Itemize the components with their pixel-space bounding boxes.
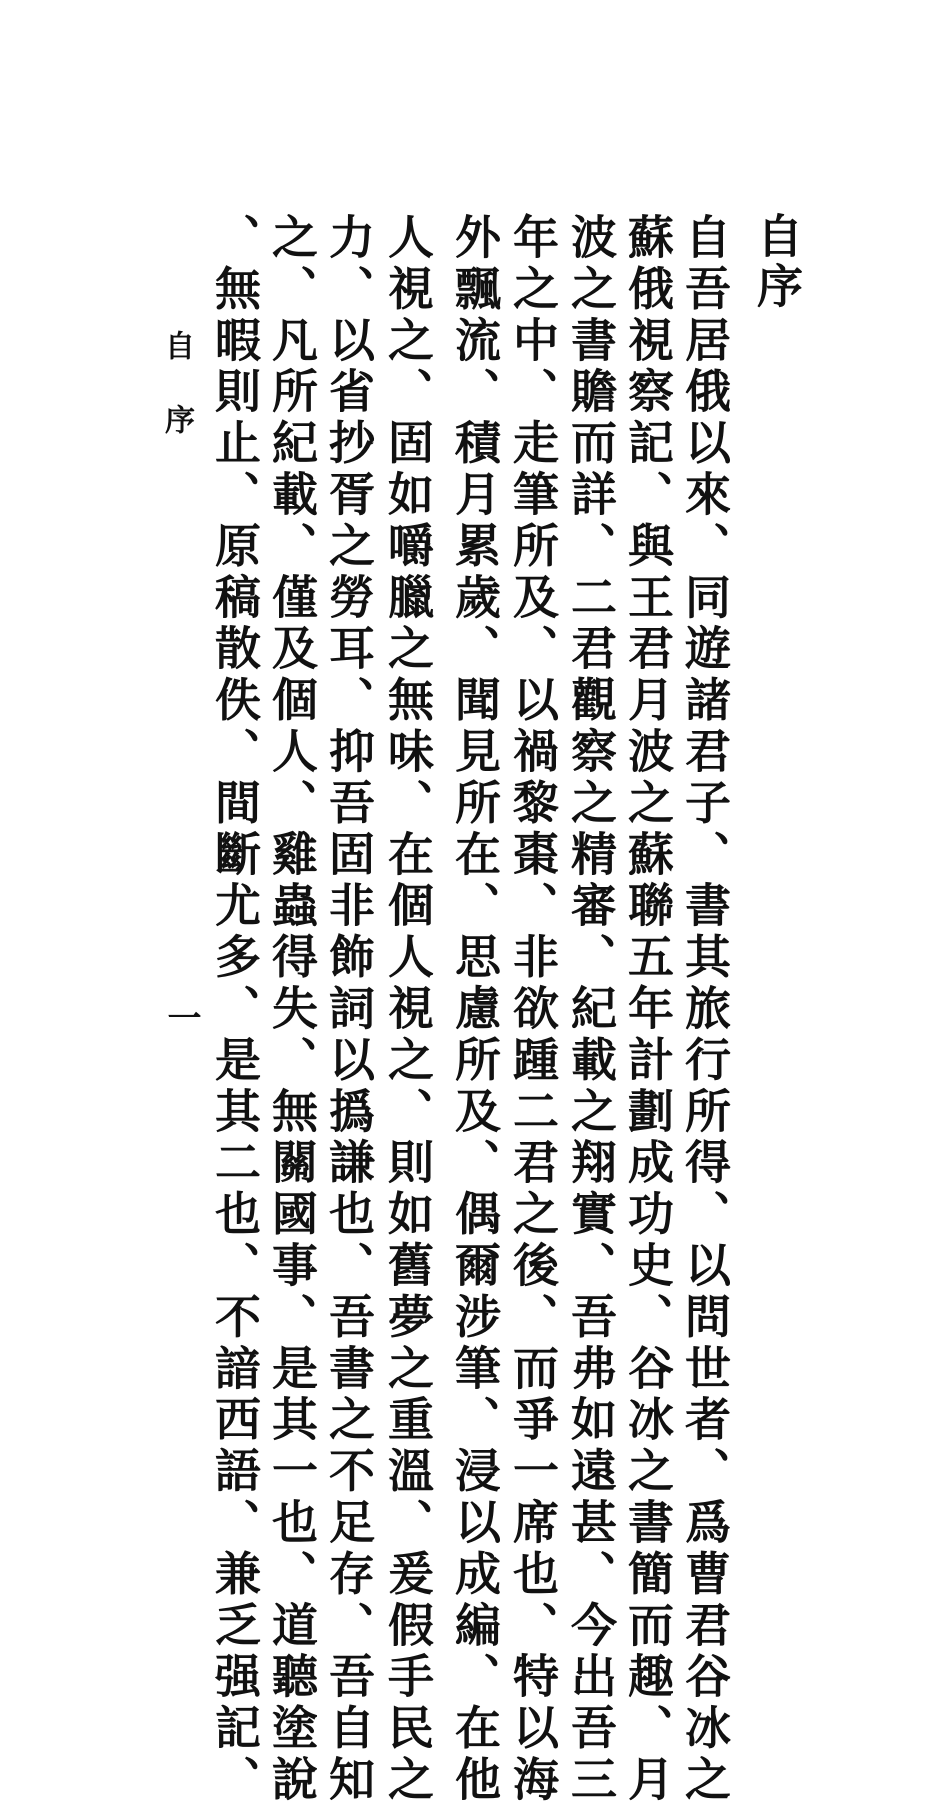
- running-header: 自序: [159, 330, 194, 478]
- text-line-3: 波之書贍而詳、二君觀察之精審、紀載之翔實、吾弗如遠甚、今出吾三: [564, 213, 618, 1806]
- text-line-6: 人視之、固如嚼臘之無味、在個人視之、則如舊夢之重溫、爰假手民之: [381, 213, 435, 1806]
- preface-title: 自序: [750, 212, 804, 312]
- text-line-5: 外飄流、積月累歲、聞見所在、思慮所及、偶爾涉筆、浸以成編、在他: [448, 213, 502, 1806]
- text-line-4: 年之中、走筆所及、以禍黎棗、非欲踵二君之後、而爭一席也、特以海: [506, 213, 560, 1806]
- text-line-8: 之、凡所紀載、僅及個人、雞蟲得失、無關國事、是其一也、道聽塗說: [265, 213, 319, 1806]
- text-line-2: 蘇俄視察記、與王君月波之蘇聯五年計劃成功史、谷冰之書簡而趣、月: [621, 213, 675, 1806]
- page-number: 一: [161, 1000, 201, 1034]
- text-line-9: 、無暇則止、原稿散佚、間斷尤多、是其二也、不諳西語、兼乏强記、: [208, 213, 262, 1806]
- text-line-1: 自吾居俄以來、同遊諸君子、書其旅行所得、以問世者、爲曹君谷冰之: [678, 213, 732, 1806]
- text-line-7: 力、以省抄胥之勞耳、抑吾固非飾詞以撝謙也、吾書之不足存、吾自知: [322, 213, 376, 1806]
